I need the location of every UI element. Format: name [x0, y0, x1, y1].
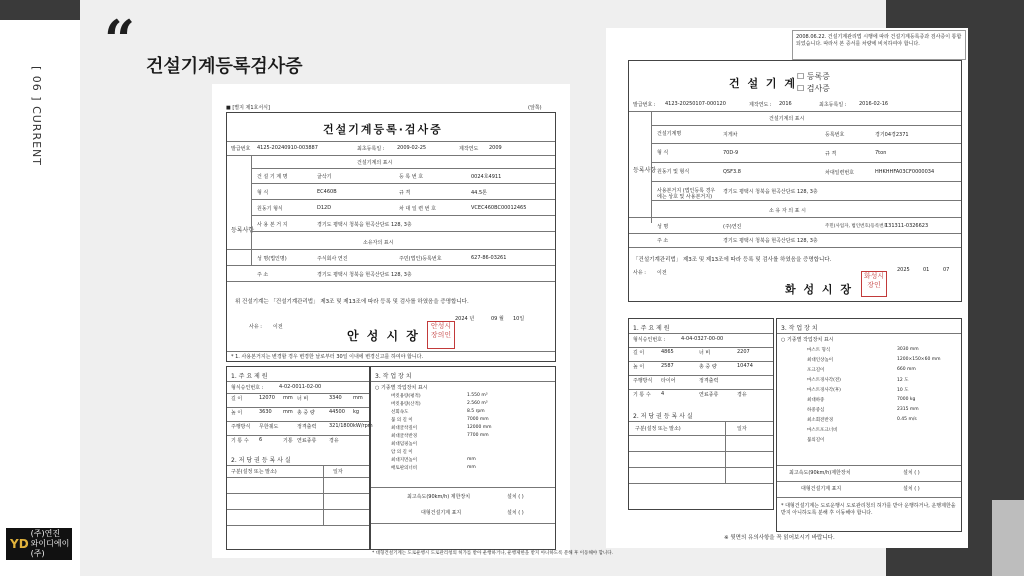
doc1-spec-unit2: mm: [353, 395, 363, 401]
doc2-date-month: 01: [923, 267, 930, 273]
doc2-official-seal: 화성시장인: [861, 271, 887, 297]
doc2-device-item: 마스트경사각(전): [807, 378, 841, 383]
doc1-issue-no-label: 발급번호: [231, 146, 251, 152]
doc2-spec-value: 2587: [661, 363, 674, 369]
doc2-spec-value: 4865: [661, 349, 674, 355]
doc1-spec-divider: [227, 435, 369, 436]
doc2-first-reg-label: 최초등록일 :: [819, 102, 847, 108]
doc2-year: 2016: [779, 101, 792, 107]
doc1-spec-value: 무한궤도: [259, 424, 279, 430]
doc2-device-item: 최소회전반경: [807, 418, 834, 423]
doc1-statement: 위 건설기계는 「건설기계관리법」 제3조 및 제13조에 따라 등록 및 검사를 하였음을 증명합니다.: [235, 299, 469, 305]
right-edge-accent: [992, 500, 1024, 576]
doc2-footnote-2: ※ 뒷면의 유의사항을 꼭 읽어보시기 바랍니다.: [724, 535, 835, 541]
doc2-device-item: 하중중심: [807, 408, 825, 413]
doc1-device-item: 버킷용량(산적): [391, 402, 421, 407]
doc1-row-value: EC460B: [317, 189, 337, 195]
doc1-row-key: 원동기 형식: [257, 206, 283, 212]
doc2-device-value: 660 mm: [897, 367, 916, 372]
doc2-row-key: 형 식: [657, 150, 669, 156]
doc1-spec-unit: mm: [283, 395, 293, 401]
doc1-device-item: 선회속도: [391, 410, 409, 415]
doc1-spec-unit: mm: [283, 409, 293, 415]
doc1-year: 2009: [489, 145, 502, 151]
doc2-footnote-1: * 대형건설기계는 도로운행시 도로관리청의 허가를 받아 운행하거나, 운행제한을 받지 아니하도록 분해 후 이동해야 합니다.: [781, 503, 956, 516]
logo-sub: 와이디에이(주): [30, 539, 70, 558]
doc1-device-value: mm: [467, 465, 476, 470]
doc2-device-item: 마스트 형식: [807, 348, 831, 353]
doc2-spec-key2: 정격출력: [699, 378, 719, 384]
doc1-device-title: 3. 작 업 장 치: [375, 373, 412, 380]
doc1-row-value2: 0024호4911: [471, 174, 502, 180]
doc1-official-seal: 안성시장의인: [427, 321, 455, 349]
doc2-speed-label: 최고속도(90km/h)제한장치: [789, 470, 851, 476]
doc1-spec-divider: [227, 421, 369, 422]
doc1-spec-key2: 너 비: [297, 396, 309, 402]
doc2-notice: 2008.06.22. 건설기계관리법 시행에 따라 건설기계등록증과 검사증이 통합되었습니다. 따라서 본 증서를 차량에 비치하여야 합니다.: [796, 34, 962, 47]
doc1-spec-value2: 321/1800: [329, 423, 353, 429]
doc2-machine-section: 건설기계의 표시: [769, 116, 805, 122]
doc2-owner-divider: [629, 247, 961, 248]
certificate-document-2: [606, 28, 968, 548]
doc1-date-year: 2024 년: [455, 316, 475, 322]
doc2-side-label: 등록사항: [633, 167, 657, 174]
doc2-checkbox-register[interactable]: ☐ 등록증: [797, 72, 830, 81]
doc1-spec-unit2: kW/rpm: [353, 423, 373, 429]
doc1-row-key2: 차 대 일 련 번 호: [399, 206, 436, 212]
doc2-owner-value2: 131311-0326623: [885, 223, 929, 229]
doc2-spec-divider: [629, 347, 773, 348]
doc1-spec-unit: 기통: [283, 438, 293, 444]
doc1-device-item: 버킷용량(평적): [391, 394, 421, 399]
doc1-spec-value2: 3340: [329, 395, 342, 401]
doc2-spec-key2: 너 비: [699, 350, 711, 356]
doc1-date-month: 09 월: [491, 316, 504, 322]
doc2-device-value: 2315 mm: [897, 407, 919, 412]
doc1-row-key2: 규 격: [399, 190, 411, 196]
doc1-row-divider: [251, 183, 555, 184]
doc2-issue-no: 4123-20250107-000120: [665, 101, 726, 107]
doc2-spec-key: 높 이: [633, 364, 645, 370]
doc1-note-value: 이전: [273, 324, 283, 330]
doc2-row-divider: [651, 143, 961, 144]
doc2-spec-value: 4: [661, 391, 665, 397]
doc1-spec-key2: 총 중 량: [297, 410, 315, 416]
doc1-device-value: 7000 mm: [467, 417, 489, 422]
doc2-spec-key: 기 통 수: [633, 392, 651, 398]
doc1-main-box: [226, 112, 556, 362]
doc1-spec-value2: 경유: [329, 438, 339, 444]
doc2-row-key: 사용본거지 (법인등록 경우에는 상호 및 사용본거지): [657, 188, 716, 200]
doc1-first-reg-label: 최초등록일 :: [357, 146, 385, 152]
doc1-row-divider: [251, 231, 555, 232]
doc2-spec-key: 주행방식: [633, 378, 653, 384]
doc1-note-label: 사유 :: [249, 324, 262, 330]
logo-mark: YD: [10, 537, 29, 551]
doc2-row-divider: [651, 200, 961, 201]
doc2-spec-key2: 총 중 량: [699, 364, 717, 370]
doc2-spec-value2: 경유: [737, 392, 747, 398]
doc1-big-value: 설치 ( ): [507, 510, 524, 516]
form-tag: (앞쪽): [528, 105, 542, 111]
doc1-device-item: 최대굴착깊이: [391, 426, 418, 431]
doc2-row-value: 지게차: [723, 132, 738, 138]
doc2-check1-label: 등록증: [806, 72, 830, 81]
doc2-row-key2: 차대일련번호: [825, 170, 854, 176]
doc2-spec-divider: [629, 375, 773, 376]
doc1-row-value2: VCEC460BC00012465: [471, 205, 527, 211]
doc2-device-value: 12 도: [897, 378, 909, 383]
doc1-footnote-1: * 1. 사용본거지는 변경할 경우 변경한 날로부터 30일 이내에 변경신고를 하여야 합니다.: [231, 354, 424, 360]
doc1-owner-value: 주식회사 연진: [317, 256, 348, 262]
doc1-owner-divider: [227, 265, 555, 266]
doc1-spec-key2: 연료종류: [297, 438, 317, 444]
doc2-row-key2: 등록번호: [825, 132, 845, 138]
doc2-spec-title: 1. 주 요 제 원: [633, 325, 670, 332]
doc2-row-value: QSF3.8: [723, 169, 741, 175]
doc2-spec-value2: 2207: [737, 349, 750, 355]
doc1-row-key: 건 설 기 계 명: [257, 174, 288, 180]
doc1-footnote-2: * 대형건설기계는 도로운행시 도로관리청의 허가를 받아 운행하거나, 운행제한을 받지 아니하도록 분해 후 이동해야 합니다.: [372, 551, 614, 556]
doc1-date-day: 10일: [513, 316, 525, 322]
doc1-issue-no: 4125-20240910-003887: [257, 145, 318, 151]
doc1-work-col2: 일자: [333, 469, 343, 475]
doc2-spec-no: 4-04-0327-00-00: [681, 336, 724, 342]
doc2-issue-no-label: 발급번호 :: [633, 102, 656, 108]
doc2-owner-key: 주 소: [657, 238, 669, 244]
doc1-spec-unit2: kg: [353, 409, 360, 415]
form-number: ■ [별지 제1호서식]: [226, 105, 270, 111]
doc2-owner-value: 경기도 평택시 청북읍 현곡산단로 128, 3층: [723, 238, 818, 244]
doc1-spec-value: 3630: [259, 409, 272, 415]
doc2-work-col2: 일자: [737, 426, 747, 432]
doc2-device-item: 마스트경사각(후): [807, 388, 841, 393]
doc2-row-divider: [651, 181, 961, 182]
doc1-device-sub: ○ 기종별 작업장치 표시: [375, 385, 428, 391]
doc1-owner-divider: [227, 281, 555, 282]
doc1-device-item: 최대덤핑높이: [391, 442, 418, 447]
doc1-spec-divider: [227, 393, 369, 394]
doc1-issuer: 안 성 시 장: [347, 329, 420, 343]
certificate-document-1: [212, 84, 614, 558]
doc1-big-label: 대형건설기계 표지: [421, 510, 462, 516]
page-title: 건설기계등록검사증: [146, 56, 303, 77]
doc1-work-col1: 구분(설정 또는 말소): [231, 469, 277, 475]
doc2-note-label: 사유 :: [633, 270, 646, 276]
doc1-device-item: 최대지면높이: [391, 458, 418, 463]
doc1-spec-key: 높 이: [231, 410, 243, 416]
doc2-row-key: 건설기계명: [657, 131, 682, 137]
doc1-spec-value: 12070: [259, 395, 275, 401]
logo-name: (주)연진: [30, 529, 61, 538]
doc2-device-value: 7000 kg: [897, 397, 916, 402]
section-label: [ 06 ] CURRENT: [30, 66, 43, 166]
doc1-spec-no: 4-02-0011-02-00: [279, 384, 322, 390]
doc2-spec-value: 타이어: [661, 378, 676, 384]
doc1-owner-key: 성 명(법인명): [257, 256, 287, 262]
doc2-main-box: [628, 60, 962, 302]
doc1-spec-value2: 44500: [329, 409, 345, 415]
doc2-owner-key2: 주민(사업자, 법인번호)등록번호: [825, 224, 888, 229]
doc2-year-label: 제작연도 :: [749, 102, 772, 108]
doc1-spec-key: 기 통 수: [231, 438, 249, 444]
doc2-device-value: 0.45 m/s: [897, 417, 917, 422]
doc1-spec-key2: 정격출력: [297, 424, 317, 430]
doc2-device-box: [776, 318, 962, 532]
doc2-date-year: 2025: [897, 267, 910, 273]
doc2-device-title: 3. 작 업 장 치: [781, 325, 818, 332]
doc1-device-item: 붐 의 길 이: [391, 418, 413, 423]
doc1-owner-value2: 627-86-03261: [471, 255, 507, 261]
left-sidebar-top-band: [0, 0, 80, 20]
doc1-row-divider: [251, 215, 555, 216]
doc2-notice-box: [792, 30, 966, 60]
doc2-owner-value: (주)연진: [723, 224, 742, 230]
doc1-row-value: 굴삭기: [317, 174, 332, 180]
doc2-date-day: 07: [943, 267, 950, 273]
doc1-device-box: [370, 366, 556, 550]
quote-mark: “: [104, 8, 136, 72]
doc1-first-reg: 2009-02-25: [397, 145, 427, 151]
doc2-spec-divider: [629, 361, 773, 362]
right-edge-bar: [992, 0, 1024, 576]
doc2-work-col1: 구분(설정 또는 말소): [635, 426, 681, 432]
doc1-row-key: 형 식: [257, 190, 269, 196]
doc2-spec-key: 길 이: [633, 350, 645, 356]
doc1-row-key2: 등 록 번 호: [399, 174, 424, 180]
doc2-owner-section: 소 유 자 의 표 시: [769, 208, 806, 214]
doc1-device-value: 12000 mm: [467, 425, 492, 430]
doc2-spec-key2: 연료종류: [699, 392, 719, 398]
doc2-issuer: 화 성 시 장: [785, 283, 853, 296]
doc2-check2-label: 검사증: [806, 84, 830, 93]
doc2-spec-divider: [629, 389, 773, 390]
doc1-spec-box: [226, 366, 373, 550]
doc1-owner-value: 경기도 평택시 청북읍 현곡산단로 128, 3층: [317, 272, 412, 278]
doc1-owner-key: 주 소: [257, 272, 269, 278]
doc1-side-label: 등록사항: [231, 227, 255, 234]
doc1-machine-section: 건설기계의 표시: [357, 160, 393, 166]
doc1-row-value: D12D: [317, 205, 332, 211]
doc1-device-item: 암 의 길 이: [391, 450, 413, 455]
doc2-title: 건 설 기 계: [729, 77, 797, 90]
doc2-speed-value: 설치 ( ): [903, 470, 920, 476]
doc2-row-value: 경기도 평택시 청북읍 현곡산단로 128, 3층: [723, 189, 818, 195]
doc2-statement: 「건설기계관리법」 제3조 및 제13조에 따라 등록 및 검사를 하였음을 증명합니다.: [633, 257, 832, 263]
doc1-owner-section: 소유자의 표시: [363, 240, 394, 246]
doc2-big-value: 설치 ( ): [903, 486, 920, 492]
doc2-row-value: 70D-9: [723, 150, 739, 156]
doc1-speed-value: 설치 ( ): [507, 494, 524, 500]
doc1-year-label: 제작연도: [459, 146, 479, 152]
doc1-spec-divider: [227, 407, 369, 408]
doc1-device-value: 7700 mm: [467, 433, 489, 438]
doc1-device-item: 배토판의너비: [391, 466, 418, 471]
doc2-row-value2: 경기04경2371: [875, 132, 909, 138]
doc2-device-item: 붐의길이: [807, 438, 825, 443]
doc2-spec-value2: 10474: [737, 363, 753, 369]
doc2-note-value: 이전: [657, 270, 667, 276]
doc1-row-divider: [251, 199, 555, 200]
doc2-owner-divider: [629, 233, 961, 234]
doc2-device-value: 1200×150×60 mm: [897, 357, 941, 362]
doc2-owner-key: 성 명: [657, 224, 669, 230]
logo-text: [31, 529, 72, 559]
doc2-checkbox-inspect[interactable]: ☐ 검사증: [797, 84, 830, 93]
doc2-device-sub: ○ 기종별 작업장치 표시: [781, 337, 834, 343]
doc2-device-item: 최대인상높이: [807, 358, 834, 363]
doc2-device-item: 마스트포크너비: [807, 428, 838, 433]
doc2-first-reg: 2016-02-16: [859, 101, 889, 107]
doc1-device-value: 1.550 m³: [467, 393, 488, 398]
doc2-row-key: 원동기 및 형식: [657, 169, 690, 175]
doc2-device-value: 10 도: [897, 388, 909, 393]
doc1-device-value: 8.5 rpm: [467, 409, 485, 414]
doc2-row-value2: 7ton: [875, 150, 887, 156]
doc2-spec-no-label: 형식승인번호 :: [633, 337, 666, 343]
doc2-device-value: 3030 mm: [897, 347, 919, 352]
doc1-spec-no-label: 형식승인번호 :: [231, 385, 264, 391]
doc2-spec-box: [628, 318, 774, 510]
doc1-row-value: 경기도 평택시 청북읍 현곡산단로 128, 3층: [317, 222, 412, 228]
doc1-row-value2: 44.5톤: [471, 190, 487, 196]
doc1-row-key: 사 용 본 거 지: [257, 222, 288, 228]
doc1-device-item: 최대굴착반경: [391, 434, 418, 439]
doc1-device-value: 2.560 m³: [467, 401, 488, 406]
doc2-row-value2: HHKHHFA03CF0000034: [875, 169, 935, 175]
doc2-row-divider: [651, 162, 961, 163]
doc1-spec-value: 6: [259, 437, 263, 443]
left-sidebar: [0, 0, 80, 576]
doc2-big-label: 대형건설기계 표지: [801, 486, 842, 492]
doc2-row-key2: 규 격: [825, 151, 837, 157]
doc1-owner-key2: 주민(법인)등록번호: [399, 256, 442, 262]
doc1-device-value: mm: [467, 457, 476, 462]
doc2-device-item: 최대하중: [807, 398, 825, 403]
doc1-work-title: 2. 저 당 권 등 록 사 실: [231, 457, 291, 464]
doc1-spec-title: 1. 주 요 제 원: [231, 373, 268, 380]
doc1-title: 건설기계등록·검사증: [323, 123, 443, 136]
doc1-spec-key: 길 이: [231, 396, 243, 402]
doc2-work-title: 2. 저 당 권 등 록 사 실: [633, 413, 693, 420]
doc1-speed-label: 최고속도(90km/h) 제한장치: [407, 494, 471, 500]
company-logo: [6, 528, 72, 560]
doc2-device-item: 포크길이: [807, 368, 825, 373]
doc1-spec-key: 주행방식: [231, 424, 251, 430]
